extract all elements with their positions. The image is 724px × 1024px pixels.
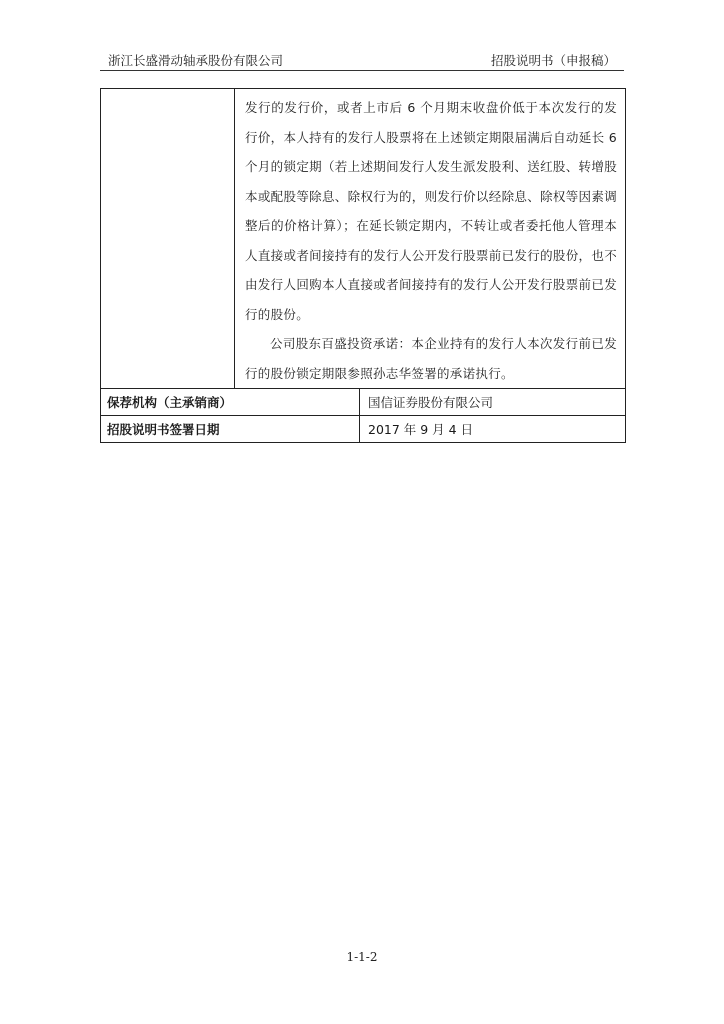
sponsor-value: 国信证券股份有限公司 <box>360 389 626 416</box>
page-header <box>100 48 624 71</box>
table-row <box>101 389 626 416</box>
commitment-label-cell <box>101 89 235 389</box>
commitment-content-cell <box>235 89 626 389</box>
document-type: 招股说明书（申报稿） <box>490 53 616 68</box>
commitment-paragraph-1: 发行的发行价，或者上市后 6 个月期末收盘价低于本次发行的发行价，本人持有的发行人股票将在上述锁定期限届满后自动延长 6 个月的锁定期（若上述期间发行人发生派发股利、送红股、转增股本或配股等除息、除权行为的，则发行价以经除息、除权等因素调整后的价格计算）；在延长锁定期内，不转让或者委托他人管理本人直接或者间接持有的发行人公开发行股票前已发行的股份，也不由发行人回购本人直接或者间接持有的发行人公开发行股票前已发行的股份。 <box>245 100 618 322</box>
signing-date-label: 招股说明书签署日期 <box>101 416 360 443</box>
page-number: 1-1-2 <box>346 950 378 964</box>
sponsor-label: 保荐机构（主承销商） <box>101 389 360 416</box>
info-table <box>100 88 626 443</box>
company-name: 浙江长盛滑动轴承股份有限公司 <box>108 53 284 68</box>
commitment-row <box>101 89 626 389</box>
commitment-paragraph-2: 公司股东百盛投资承诺：本企业持有的发行人本次发行前已发行的股份锁定期限参照孙志华签署的承诺执行。 <box>245 336 618 381</box>
signing-date-value: 2017 年 9 月 4 日 <box>360 416 626 443</box>
commitment-text <box>235 89 625 388</box>
table-row <box>101 416 626 443</box>
